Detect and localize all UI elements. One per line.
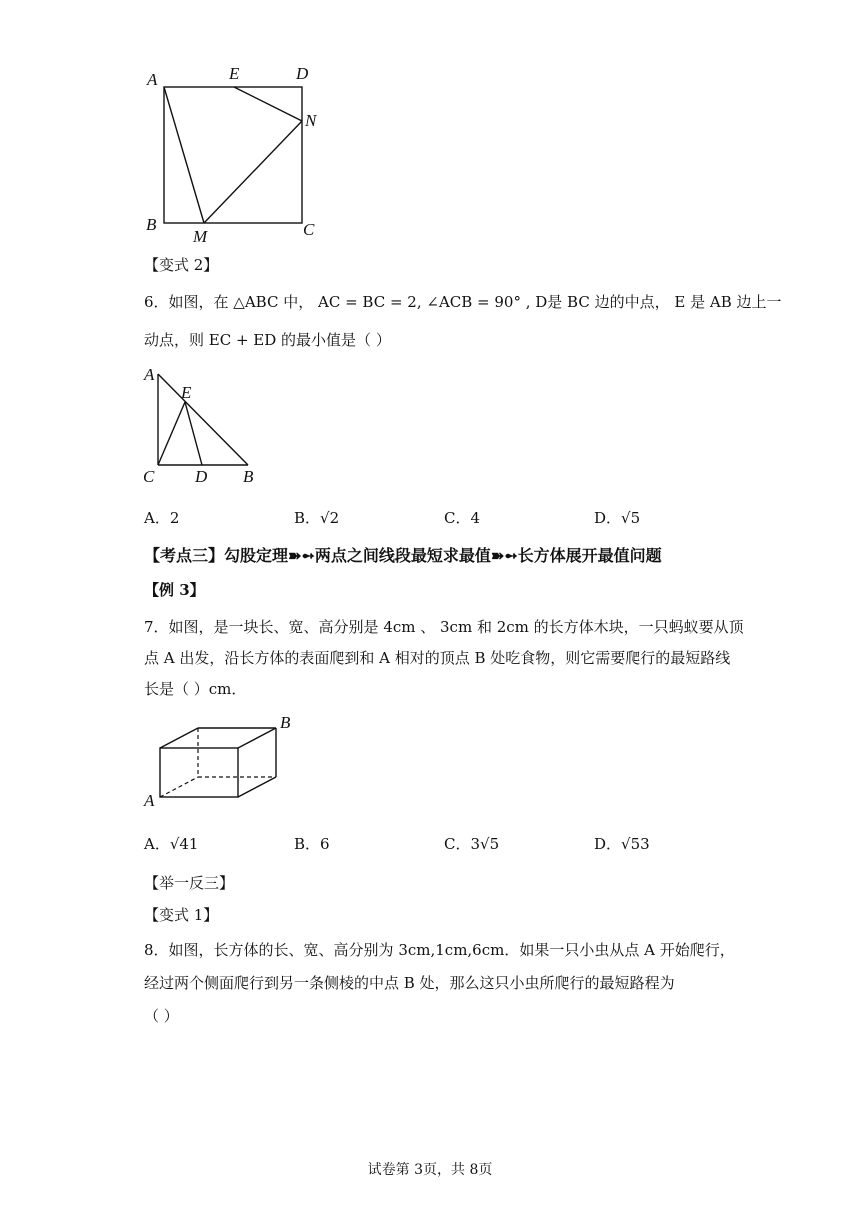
label-A: A <box>144 365 155 384</box>
label-D: D <box>195 467 208 486</box>
label-D: D <box>296 64 309 83</box>
square-figure <box>140 58 340 248</box>
label-A: A <box>144 791 155 810</box>
q8-line1: 8．如图，长方体的长、宽、高分别为 3cm,1cm,6cm．如果一只小虫从点 A 开始爬行， <box>144 941 735 959</box>
q8-line3: （ ） <box>144 1007 179 1025</box>
q6-line1: 6．如图，在 △ABC 中， AC = BC = 2, ∠ACB = 90° , D是 BC 边的中点， E 是 AB 边上一 <box>144 293 782 311</box>
q7-line2: 点 A 出发，沿长方体的表面爬到和 A 相对的顶点 B 处吃食物，则它需要爬行的最短路线 <box>144 649 731 667</box>
variant-2-tag: 【变式 2】 <box>144 256 219 274</box>
q6-option-a: A．2 <box>144 509 180 527</box>
q7-line1: 7．如图，是一块长、宽、高分别是 4cm 、 3cm 和 2cm 的长方体木块，一只蚂蚁要从顶 <box>144 618 744 636</box>
q6-option-d: D．√5 <box>594 509 641 527</box>
label-E: E <box>181 383 192 402</box>
page-footer: 试卷第 3页，共 8页 <box>367 1162 493 1178</box>
q7-option-d: D．√53 <box>594 835 650 853</box>
practice-tag: 【举一反三】 <box>144 874 235 892</box>
q6-line2: 动点，则 EC + ED 的最小值是（ ） <box>144 331 391 349</box>
q6-option-c: C．4 <box>444 509 481 527</box>
example-3-tag: 【例 3】 <box>144 581 205 599</box>
label-C: C <box>143 467 155 486</box>
variant-1-tag: 【变式 1】 <box>144 906 219 924</box>
q8-line2: 经过两个侧面爬行到另一条侧棱的中点 B 处，那么这只小虫所爬行的最短路程为 <box>144 974 675 992</box>
q6-option-b: B．√2 <box>294 509 340 527</box>
label-A: A <box>147 70 158 89</box>
label-E: E <box>229 64 240 83</box>
label-C: C <box>303 220 315 239</box>
cuboid-figure <box>140 710 300 810</box>
section-3-heading: 【考点三】勾股定理➽➻两点之间线段最短求最值➽➻长方体展开最值问题 <box>144 546 662 565</box>
q7-line3: 长是（ ）cm． <box>144 680 247 698</box>
q7-option-b: B．6 <box>294 835 330 853</box>
triangle-figure <box>140 362 270 490</box>
label-M: M <box>193 227 208 246</box>
label-B: B <box>280 713 291 732</box>
q7-option-c: C．3√5 <box>444 835 500 853</box>
label-N: N <box>305 111 317 130</box>
q7-option-a: A．√41 <box>144 835 199 853</box>
label-B: B <box>146 215 157 234</box>
label-B: B <box>243 467 254 486</box>
